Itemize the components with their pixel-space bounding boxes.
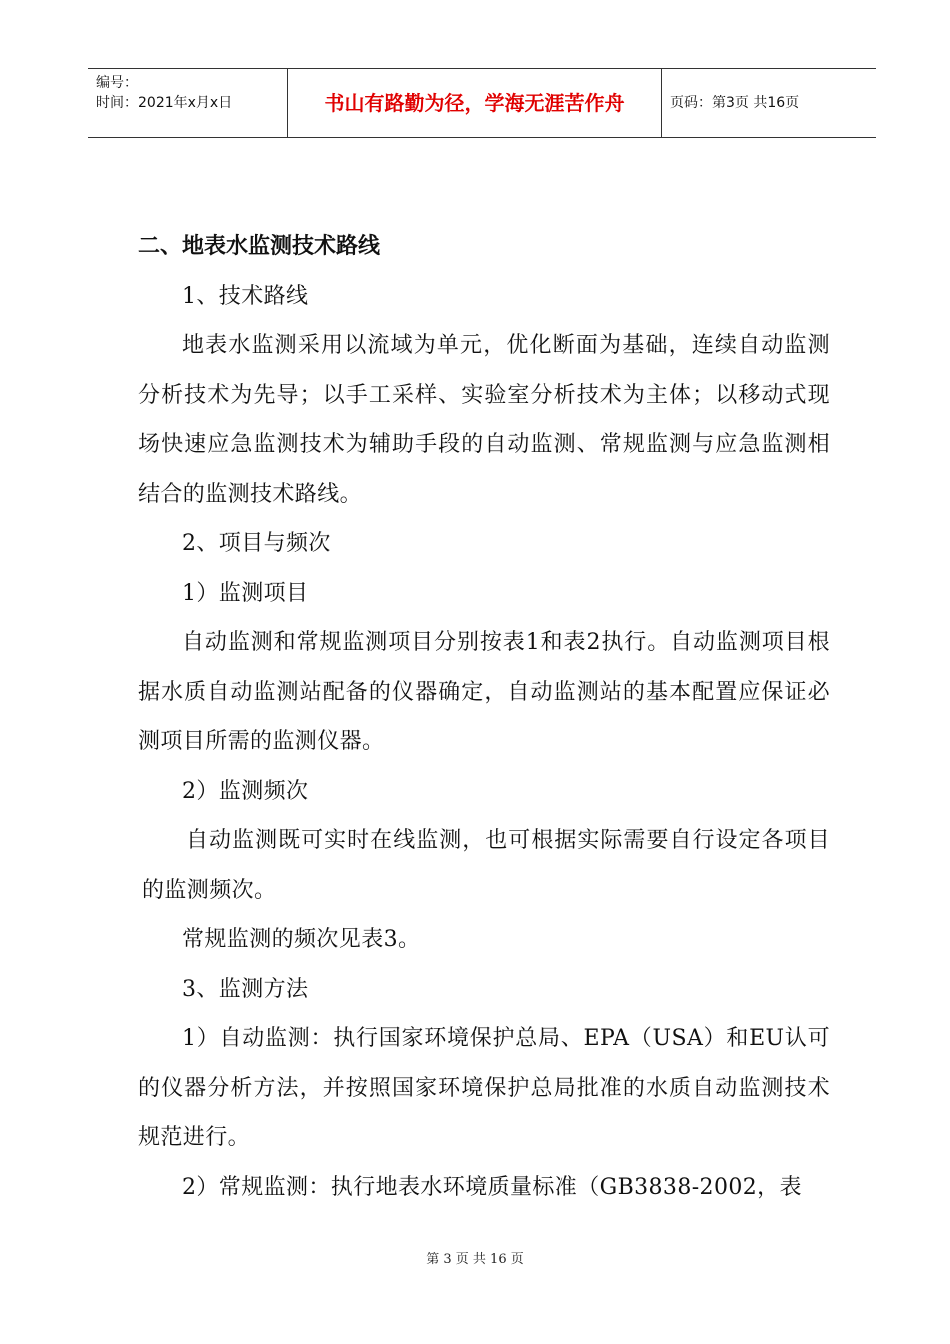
header-page-info: 页码：第3页 共16页 bbox=[670, 95, 800, 111]
paragraph-monitoring-frequency: 自动监测既可实时在线监测，也可根据实际需要自行设定各项目的监测频次。 bbox=[142, 828, 830, 903]
document-body bbox=[138, 222, 830, 1212]
header-meta bbox=[88, 69, 288, 137]
doc-number-label: 编号： bbox=[96, 75, 138, 91]
subheading-monitoring-items: 1）监测项目 bbox=[182, 580, 309, 606]
paragraph-technical-route: 地表水监测采用以流域为单元，优化断面为基础，连续自动监测分析技术为先导；以手工采样、实验室分析技术为主体；以移动式现场快速应急监测技术为辅助手段的自动监测、常规监测与应急监测相结合的监测技术路线。 bbox=[138, 333, 830, 507]
paragraph-automatic-monitoring: 1）自动监测：执行国家环境保护总局、EPA（USA）和EU认可的仪器分析方法，并按照国家环境保护总局批准的水质自动监测技术规范进行。 bbox=[138, 1026, 830, 1150]
subheading-technical-route: 1、技术路线 bbox=[182, 283, 309, 309]
page-header bbox=[88, 68, 876, 138]
paragraph-monitoring-items: 自动监测和常规监测项目分别按表1和表2执行。自动监测项目根据水质自动监测站配备的仪器确定，自动监测站的基本配置应保证必测项目所需的监测仪器。 bbox=[138, 630, 830, 754]
header-motto: 书山有路勤为径，学海无涯苦作舟 bbox=[288, 69, 662, 137]
paragraph-routine-monitoring: 2）常规监测：执行地表水环境质量标准（GB3838-2002，表 bbox=[182, 1174, 802, 1200]
subheading-monitoring-frequency: 2）监测频次 bbox=[182, 778, 309, 804]
paragraph-routine-frequency: 常规监测的频次见表3。 bbox=[182, 927, 421, 952]
section-heading: 二、地表水监测技术路线 bbox=[138, 234, 381, 259]
subheading-items-frequency: 2、项目与频次 bbox=[182, 531, 331, 556]
subheading-monitoring-methods: 3、监测方法 bbox=[182, 976, 309, 1002]
page-footer: 第 3 页 共 16 页 bbox=[426, 1252, 524, 1267]
time-label: 时间：2021年x月x日 bbox=[96, 95, 233, 111]
